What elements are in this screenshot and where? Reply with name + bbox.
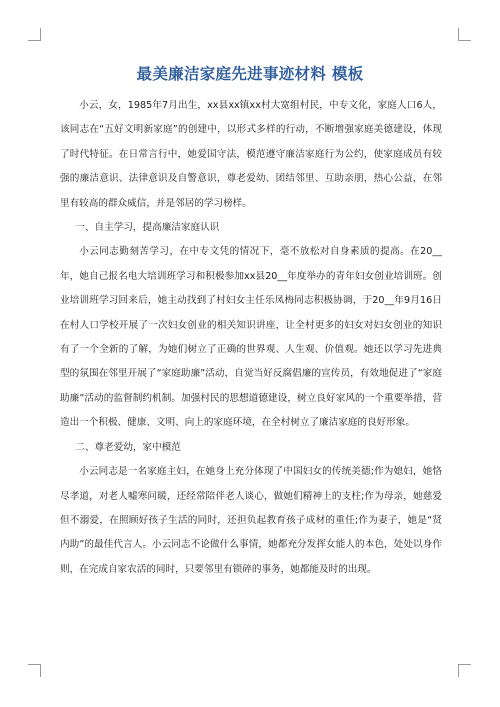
section-1-paragraph: 小云同志勤刻苦学习，在中专文凭的情况下，毫不放松对自身素质的提高。在20__年，她自己报名电大培训班学习和积极参加xx县20__年度举办的青年妇女创业培训班。创业培训班学习回来后，她主动找到了村妇女主任乐凤梅同志积极协调，于20__年9月16日在村人口学校开展了一次妇女创业的相关知识讲座，让全村更多的妇女对妇女创业的知识有了一个全新的了解，为她们树立了正确的世界观、人生观、价值观。她还以学习先进典型的氛围在邻里开展了“家庭助廉”活动，自觉当好反腐倡廉的宣传员，有效地促进了“家庭助廉”活动的监督制约机制。加强村民的思想道德建设，树立良好家风的一个重要举措，营造出一个积极、健康、文明、向上的家庭环境，在全村树立了廉洁家庭的良好形象。 [60,246,442,429]
section-2-paragraph: 小云同志是一名家庭主妇，在她身上充分体现了中国妇女的传统美德;作为媳妇，她恪尽孝道，对老人嘘寒问暖，还经常陪伴老人谈心，做她们精神上的支柱;作为母亲，她慈爱但不溺爱，在照顾好孩子生活的同时，还担负起教育孩子成材的重任;作为妻子，她是“贤内助”的最佳代言人。小云同志不论做什么事情，她都充分发挥女能人的本色，处处以身作则，在完成自家农活的同时，只要邻里有锁碎的事务，她都能及时的出现。 [60,466,442,575]
section-heading-1: 一、自主学习，提高廉洁家庭认识 [75,222,220,234]
crop-mark-top-left [28,28,41,41]
document-body [60,94,442,582]
intro-paragraph: 小云，女，1985年7月出生，xx县xx镇xx村大宽组村民，中专文化，家庭人口6人，该同志在“五好文明新家庭”的创建中，以形式多样的行动，不断增强家庭美德建设，体现了时代特征。在日常言行中，她爱国守法，模范遵守廉洁家庭行为公约，使家庭成员有较强的廉洁意识、法律意识及自警意识，尊老爱幼、团结邻里、互助亲朋，热心公益，在邻里有较高的群众威信，并是邻居的学习榜样。 [60,100,442,209]
section-heading-2: 二、尊老爱幼，家中模范 [75,441,181,453]
document-title: 最美廉洁家庭先进事迹材料 模板 [136,65,364,83]
crop-mark-bottom-right [458,664,471,677]
crop-mark-bottom-left [28,664,41,677]
crop-mark-top-right [458,28,471,41]
